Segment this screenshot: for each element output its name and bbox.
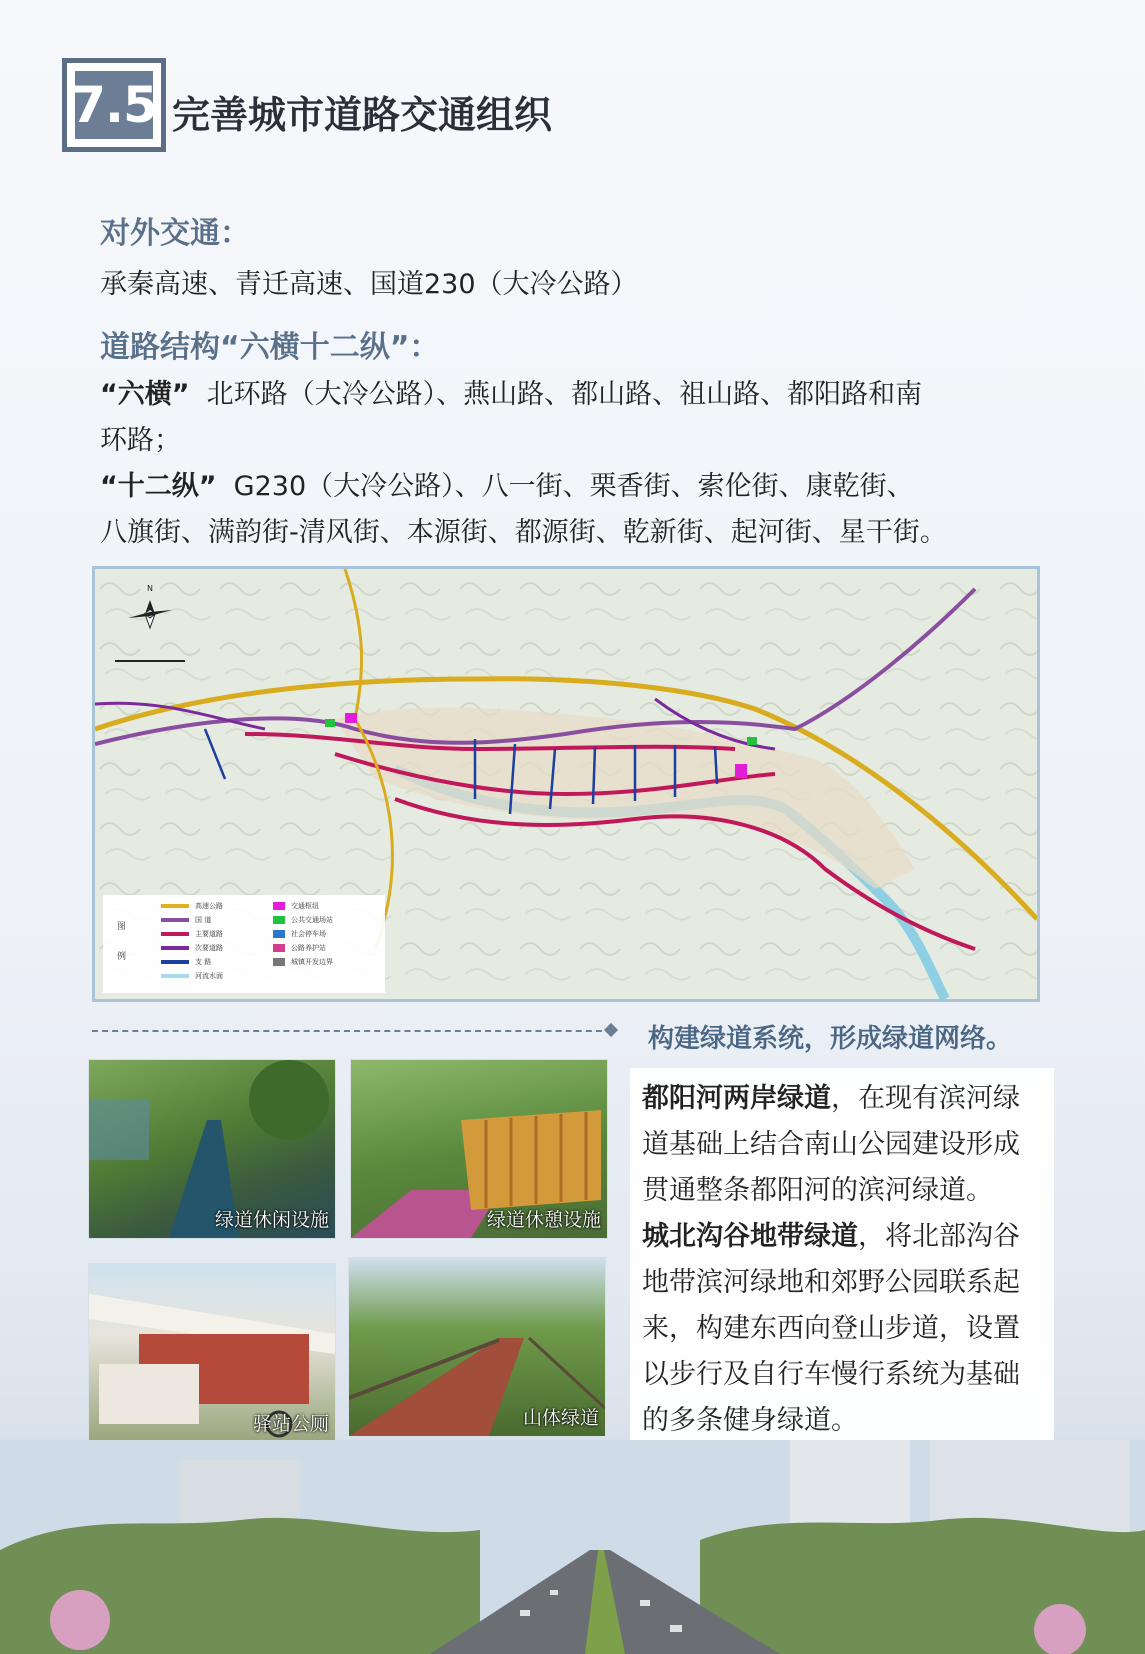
external-traffic-text: 承秦高速、青迁高速、国道230（大冷公路）	[100, 269, 638, 300]
legend-swatch	[161, 918, 189, 922]
legend-label: 公路养护站	[291, 944, 326, 952]
legend-label: 次要道路	[195, 944, 223, 952]
greenway-heading: 构建绿道系统，形成绿道网络。	[648, 1024, 1013, 1054]
photo-station-toilet	[89, 1264, 335, 1442]
street-scene-illustration	[0, 1440, 1145, 1654]
north-valley-line-4: 以步行及自行车慢行系统为基础	[642, 1359, 1020, 1390]
legend-item	[273, 915, 333, 925]
twelve-vertical-line-1: G230（大冷公路）、八一街、栗香街、索伦街、康乾街、	[233, 471, 914, 502]
transport-hub-marker-east	[735, 764, 747, 778]
six-horizontal-line-2: 环路；	[100, 425, 181, 456]
legend-label: 交通枢纽	[291, 902, 319, 910]
legend-label: 城镇开发边界	[291, 958, 333, 966]
photo-greenway-leisure	[89, 1060, 335, 1238]
legend-swatch	[161, 904, 189, 908]
north-label: N	[147, 584, 153, 593]
legend-item	[161, 943, 223, 953]
six-horizontal-line-1: 北环路（大冷公路）、燕山路、都山路、祖山路、都阳路和南	[206, 379, 923, 410]
dashed-separator	[92, 1030, 612, 1032]
north-valley-line-5: 的多条健身绿道。	[642, 1405, 858, 1436]
dysh-greenway-line-1: ，在现有滨河绿	[831, 1083, 1020, 1114]
dysh-greenway-title: 都阳河两岸绿道	[642, 1083, 831, 1114]
road-network-map	[92, 566, 1040, 1002]
legend-label: 主要道路	[195, 930, 223, 938]
legend-label: 公共交通场站	[291, 916, 333, 924]
legend-item	[273, 943, 326, 953]
section-number-box	[62, 58, 166, 152]
legend-swatch	[273, 944, 285, 952]
legend-item	[161, 971, 223, 981]
legend-swatch	[273, 916, 285, 924]
transport-hub-marker	[345, 713, 357, 723]
separator-diamond	[604, 1023, 618, 1037]
greenway-description	[630, 1068, 1054, 1452]
legend-item	[161, 915, 211, 925]
legend-title-2: 例	[117, 952, 127, 962]
legend-swatch	[273, 930, 285, 938]
legend-swatch	[161, 974, 189, 978]
legend-item	[273, 957, 333, 967]
six-horizontal-label: “六横”	[100, 379, 190, 410]
photo-caption: 绿道休闲设施	[214, 1209, 329, 1231]
legend-swatch	[161, 960, 189, 964]
legend-label: 国 道	[195, 916, 212, 924]
twelve-vertical-label: “十二纵”	[100, 471, 217, 502]
photo-mountain-greenway	[349, 1258, 605, 1436]
legend-swatch	[161, 932, 189, 936]
legend-swatch	[273, 902, 285, 910]
twelve-vertical-paragraph	[100, 464, 1060, 556]
north-valley-greenway-title: 城北沟谷地带绿道	[642, 1221, 858, 1252]
north-valley-line-2: 地带滨河绿地和郊野公园联系起	[642, 1267, 1020, 1298]
dysh-greenway-line-2: 道基础上结合南山公园建设形成	[642, 1129, 1020, 1160]
legend-title-1: 图	[117, 922, 127, 932]
legend-item	[273, 929, 326, 939]
legend-label: 社会停车场	[291, 930, 326, 938]
six-horizontal-paragraph	[100, 372, 1040, 464]
north-valley-line-1: ，将北部沟谷	[858, 1221, 1020, 1252]
photo-caption: 绿道休憩设施	[486, 1209, 601, 1231]
photo-caption: 山体绿道	[522, 1407, 599, 1429]
road-structure-heading: 道路结构“六横十二纵”：	[100, 330, 440, 365]
legend-label: 支 路	[195, 958, 212, 966]
dysh-greenway-line-3: 贯通整条都阳河的滨河绿道。	[642, 1175, 993, 1206]
page-title: 完善城市道路交通组织	[172, 93, 553, 137]
section-number: 7.5	[75, 71, 153, 139]
legend-item	[273, 901, 319, 911]
photo-caption: 驿站公厕	[252, 1413, 329, 1435]
legend-swatch	[161, 946, 189, 950]
bus-station-marker	[325, 719, 335, 727]
north-valley-line-3: 来，构建东西向登山步道，设置	[642, 1313, 1020, 1344]
bus-station-marker-east	[747, 737, 757, 745]
twelve-vertical-line-2: 八旗街、满韵街-清风街、本源街、都源街、乾新街、起河街、星干街。	[100, 517, 947, 548]
legend-item	[161, 901, 223, 911]
legend-swatch	[273, 958, 285, 966]
legend-label: 高速公路	[195, 902, 223, 910]
legend-item	[161, 957, 211, 967]
external-traffic-heading: 对外交通：	[100, 216, 250, 251]
legend-label: 河流水面	[195, 972, 223, 980]
map-legend	[103, 895, 385, 993]
photo-greenway-rest	[351, 1060, 607, 1238]
legend-item	[161, 929, 223, 939]
